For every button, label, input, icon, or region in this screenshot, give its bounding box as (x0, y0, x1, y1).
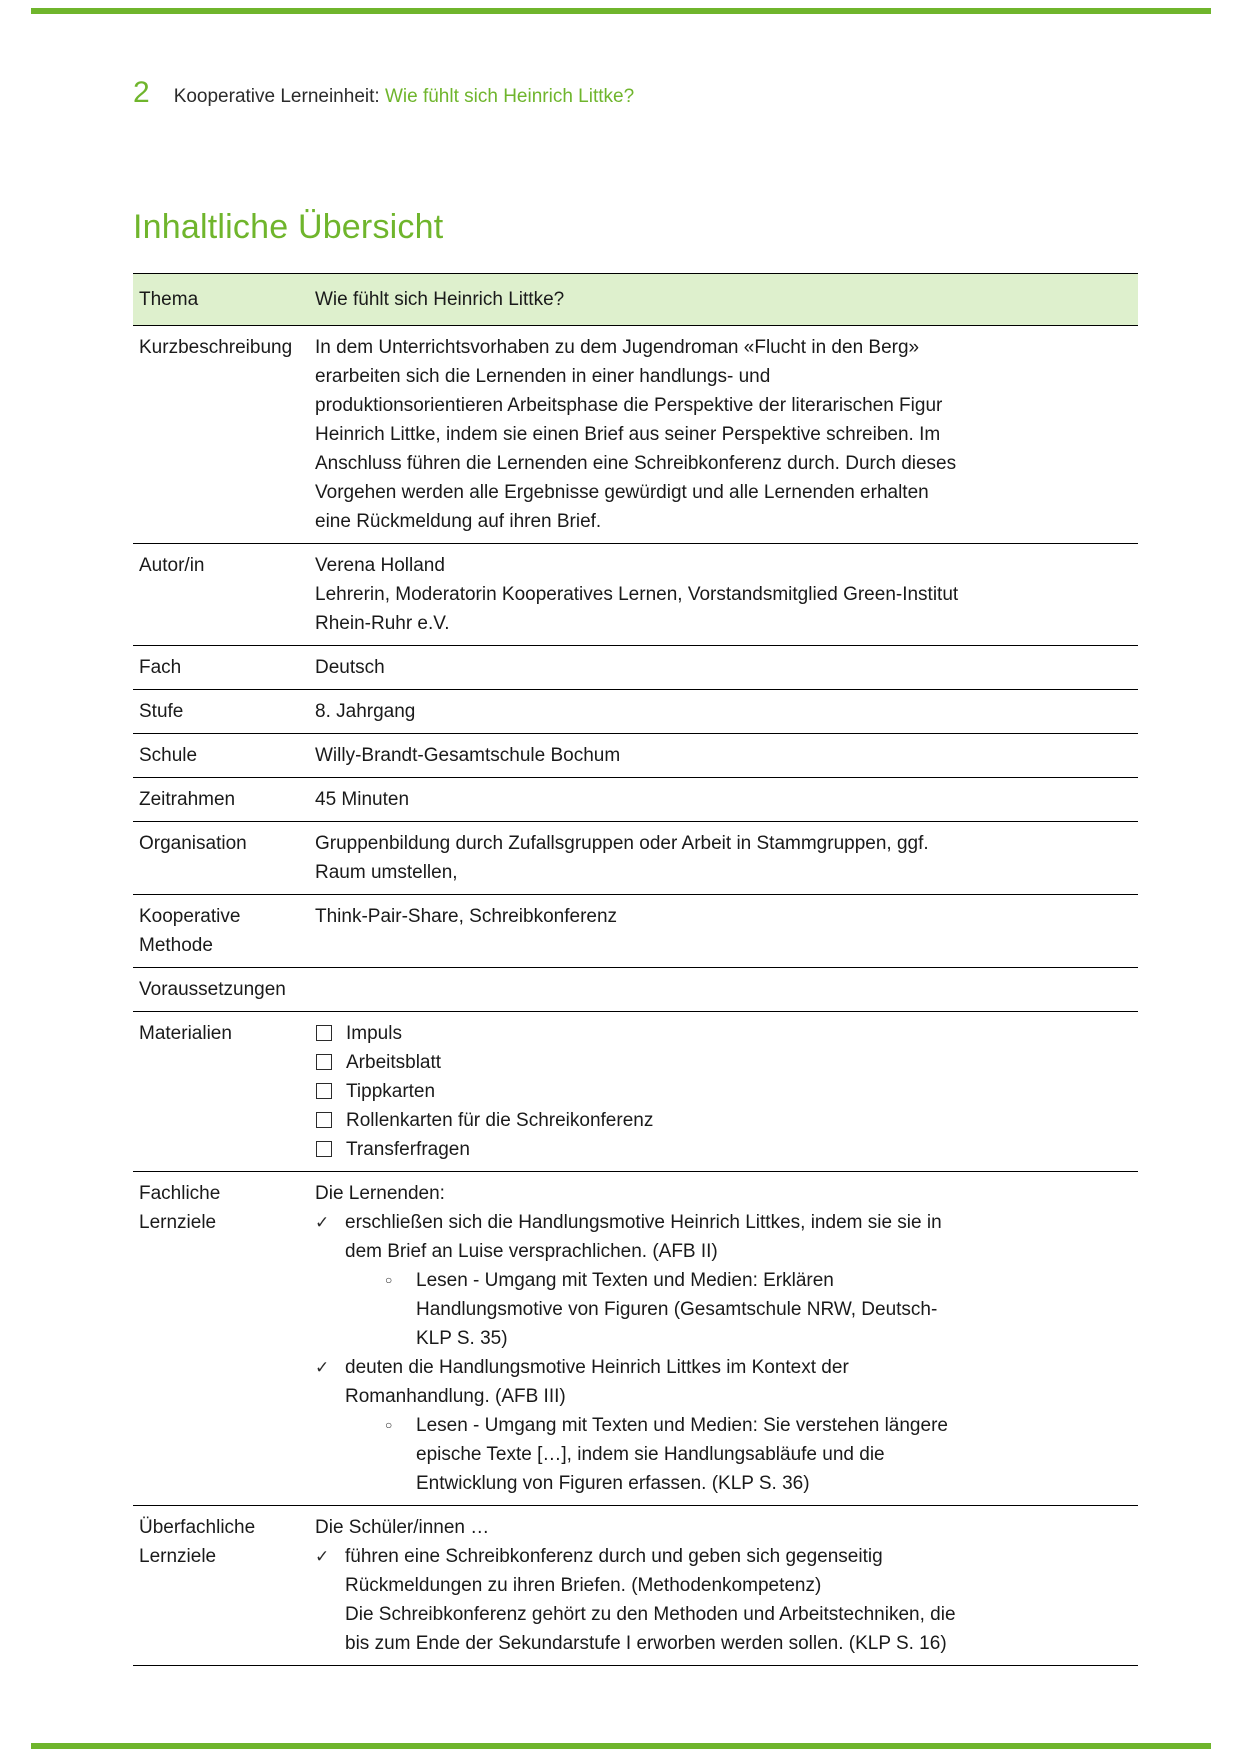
table-row-thema (133, 273, 1138, 325)
material-label: Impuls (346, 1023, 402, 1044)
material-item (315, 1135, 1120, 1164)
row-value (315, 1513, 1138, 1658)
goal-item (315, 1542, 1120, 1658)
table-row-stufe (133, 689, 1138, 733)
running-header (174, 84, 634, 110)
material-label: Arbeitsblatt (346, 1052, 442, 1073)
material-item (315, 1077, 1120, 1106)
page-header (133, 76, 1138, 110)
row-label: Thema (139, 289, 199, 310)
checkbox-icon (316, 1083, 332, 1099)
table-row-ueberfachliche-lernziele (133, 1505, 1138, 1665)
material-label: Transferfragen (346, 1139, 470, 1160)
page-number: 2 (133, 76, 150, 109)
goal-item (315, 1353, 1120, 1411)
row-label: Organisation (139, 833, 247, 854)
running-header-title: Wie fühlt sich Heinrich Littke? (384, 86, 635, 107)
running-header-prefix: Kooperative Lerneinheit: (173, 86, 385, 107)
table-row-fachliche-lernziele (133, 1171, 1138, 1505)
checkbox-icon (316, 1141, 332, 1157)
row-value: Wie fühlt sich Heinrich Littke? (315, 289, 565, 310)
table-row-kooperative-methode (133, 894, 1138, 967)
section-title: Inhaltliche Übersicht (133, 207, 444, 246)
row-label: Kurzbeschreibung (139, 337, 293, 358)
row-label: Kooperative Methode (139, 906, 241, 956)
table-row-zeitrahmen (133, 777, 1138, 821)
checkbox-icon (316, 1025, 332, 1041)
table-row-materialien (133, 1011, 1138, 1171)
row-label: Autor/in (139, 555, 205, 576)
goal-sub-text: Lesen - Umgang mit Texten und Medien: Erklären Handlungsmotive von Figuren (Gesamtschule NRW, Deutsch- KLP S. 35) (416, 1270, 938, 1349)
row-label: Fachliche Lernziele (139, 1183, 221, 1233)
checkbox-icon (316, 1112, 332, 1128)
checkmark-icon: ✓ (315, 1213, 330, 1232)
row-value: Gruppenbildung durch Zufallsgruppen oder Arbeit in Stammgruppen, ggf. Raum umstellen, (315, 833, 929, 883)
checkmark-icon: ✓ (315, 1358, 330, 1377)
row-value (315, 975, 1138, 1004)
goal-item (315, 1208, 1120, 1266)
row-label: Schule (139, 745, 198, 766)
checkmark-icon: ✓ (315, 1547, 330, 1566)
table-row-schule (133, 733, 1138, 777)
row-label: Stufe (139, 701, 184, 722)
table-row-fach (133, 645, 1138, 689)
row-value: Think-Pair-Share, Schreibkonferenz (315, 906, 618, 927)
circle-bullet-icon: ○ (385, 1418, 393, 1432)
material-item (315, 1048, 1120, 1077)
goal-sub-item (315, 1266, 1120, 1353)
table-row-organisation (133, 821, 1138, 894)
row-value: 45 Minuten (315, 789, 410, 810)
goal-text: führen eine Schreibkonferenz durch und geben sich gegenseitig Rückmeldungen zu ihren Briefen. (Methodenkompetenz) Die Schreibkonferenz gehört zu den Methoden und Arbeitstechniken, die bis zum Ende der Sekundarstufe I erworben werden sollen. (KLP S. 16) (345, 1546, 956, 1654)
material-item (315, 1106, 1120, 1135)
row-value: In dem Unterrichtsvorhaben zu dem Jugendroman «Flucht in den Berg» erarbeiten sich die Lernenden in einer handlungs- und produktionsorientieren Arbeitsphase die Perspektive der literarischen Figur Heinrich Littke, indem sie einen Brief aus seiner Perspektive schreiben. Im Anschluss führen die Lernenden eine Schreibkonferenz durch. Durch dieses Vorgehen werden alle Ergebnisse gewürdigt und alle Lernenden erhalten eine Rückmeldung auf ihren Brief. (315, 337, 957, 532)
row-value: Deutsch (315, 657, 385, 678)
overview-table (133, 273, 1138, 1666)
table-row-voraussetzungen (133, 967, 1138, 1011)
goals-intro: Die Schüler/innen … (315, 1517, 490, 1538)
row-value (315, 1179, 1138, 1498)
row-value: Verena Holland Lehrerin, Moderatorin Kooperatives Lernen, Vorstandsmitglied Green-Institut Rhein-Ruhr e.V. (315, 555, 959, 634)
row-label: Zeitrahmen (139, 789, 236, 810)
row-value: 8. Jahrgang (315, 701, 416, 722)
goal-sub-item (315, 1411, 1120, 1498)
row-label: Überfachliche Lernziele (139, 1517, 256, 1567)
goal-text: erschließen sich die Handlungsmotive Heinrich Littkes, indem sie sie in dem Brief an Luise versprachlichen. (AFB II) (345, 1212, 942, 1262)
row-label: Fach (139, 657, 182, 678)
row-label: Materialien (139, 1023, 232, 1044)
material-label: Rollenkarten für die Schreikonferenz (346, 1110, 654, 1131)
top-green-bar (31, 8, 1211, 14)
row-label: Voraussetzungen (139, 979, 286, 1000)
goals-intro: Die Lernenden: (315, 1183, 445, 1204)
goal-sub-text: Lesen - Umgang mit Texten und Medien: Sie verstehen längere epische Texte […], indem sie Handlungsabläufe und die Entwicklung von Figuren erfassen. (KLP S. 36) (416, 1415, 948, 1494)
material-item (315, 1019, 1120, 1048)
material-label: Tippkarten (346, 1081, 436, 1102)
table-row-autor (133, 543, 1138, 645)
row-value: Willy-Brandt-Gesamtschule Bochum (315, 745, 621, 766)
bottom-green-bar (31, 1743, 1211, 1749)
goal-text: deuten die Handlungsmotive Heinrich Littkes im Kontext der Romanhandlung. (AFB III) (345, 1357, 849, 1407)
circle-bullet-icon: ○ (385, 1273, 393, 1287)
table-row-kurzbeschreibung (133, 325, 1138, 543)
checkbox-icon (316, 1054, 332, 1070)
row-value (315, 1019, 1138, 1164)
